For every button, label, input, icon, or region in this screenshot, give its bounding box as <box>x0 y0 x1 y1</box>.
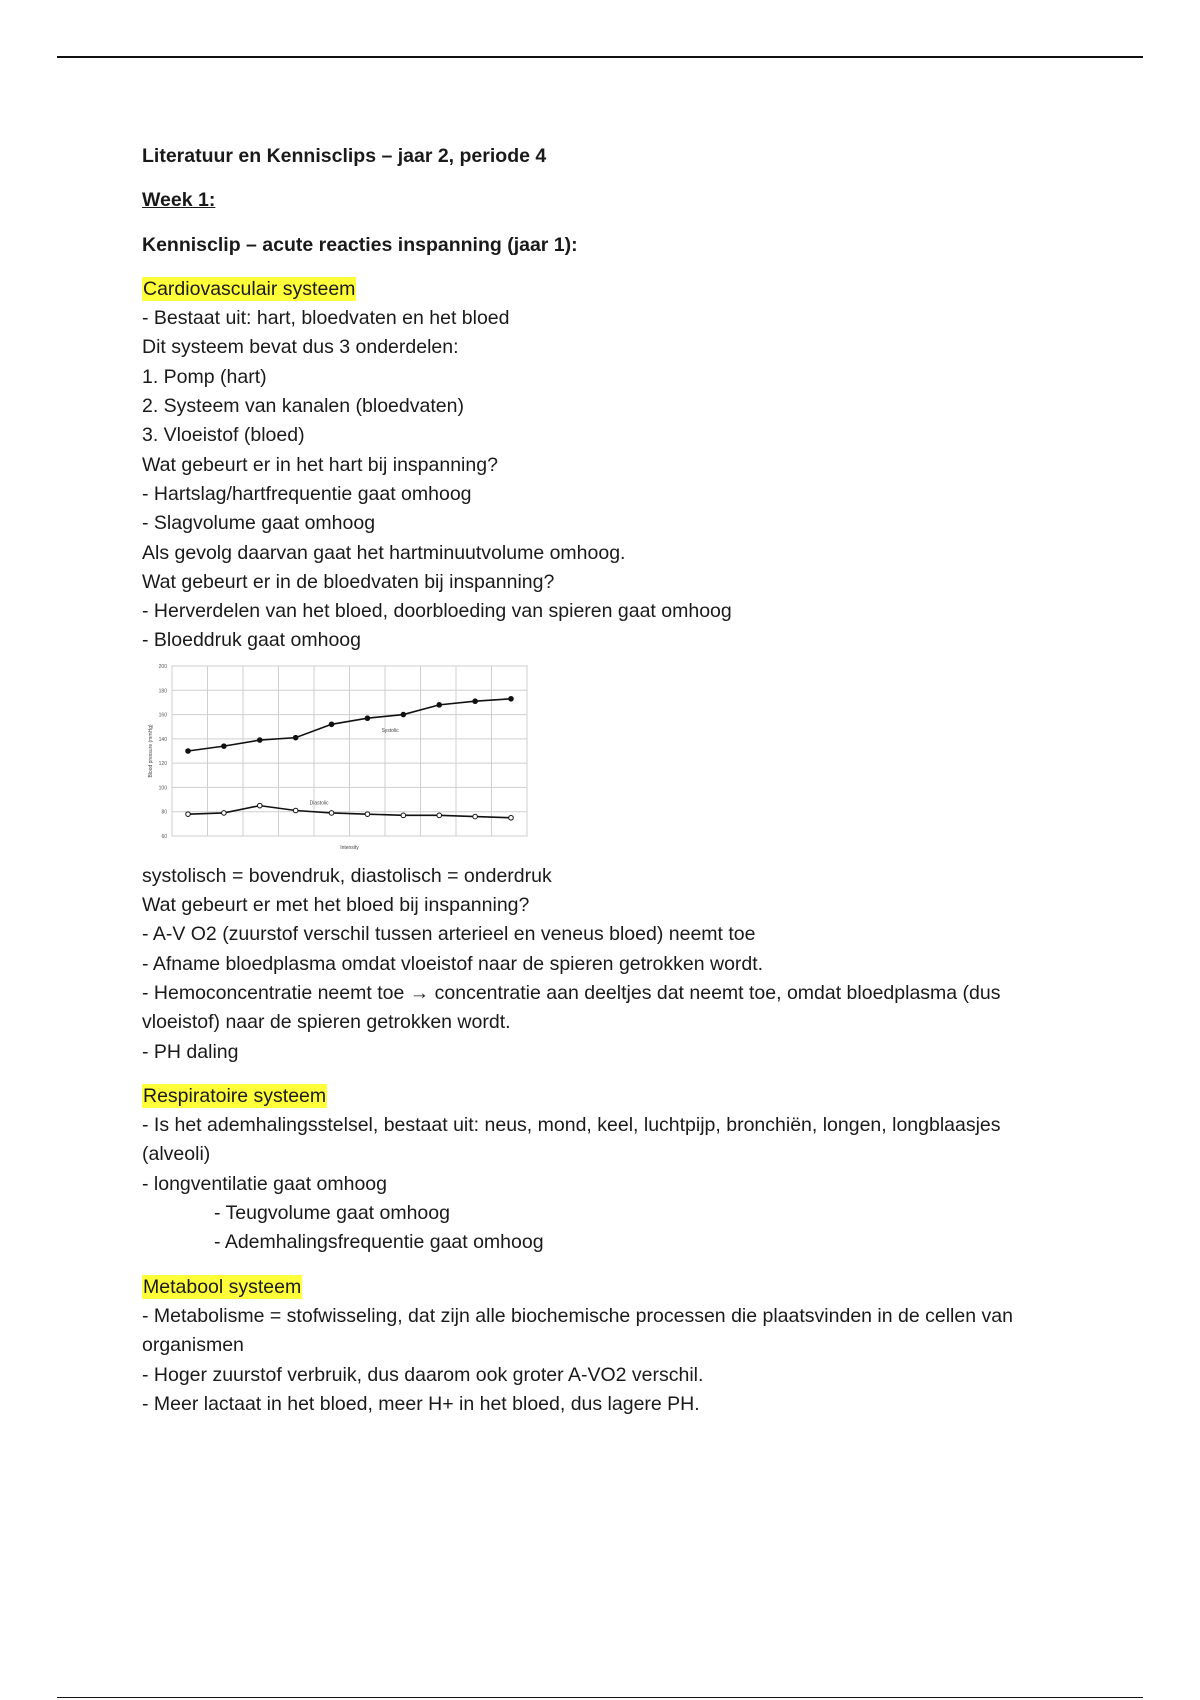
blood-pressure-chart <box>142 660 532 860</box>
cardio-line: - PH daling <box>142 1040 239 1063</box>
metab-heading <box>142 1273 1062 1302</box>
cardio-line: 1. Pomp (hart) <box>142 365 267 388</box>
data-point <box>329 810 334 815</box>
highlight: Metabool systeem <box>143 1275 302 1298</box>
cardio-line: - Herverdelen van het bloed, doorbloeding van spieren gaat omhoog <box>142 600 732 623</box>
data-point <box>257 738 262 743</box>
cardio-line: Wat gebeurt er in het hart bij inspanning? <box>142 453 498 476</box>
data-point <box>293 735 298 740</box>
section-metab <box>142 1273 1062 1419</box>
cardio-line: Wat gebeurt er in de bloedvaten bij inspanning? <box>142 570 555 593</box>
data-point <box>509 696 514 701</box>
data-point <box>437 702 442 707</box>
cardio-line: - Hartslag/hartfrequentie gaat omhoog <box>142 482 472 505</box>
resp-line: - Is het ademhalingsstelsel, bestaat uit: neus, mond, keel, luchtpijp, bronchiën, longen, longblaasjes (alveoli) <box>142 1114 1001 1166</box>
document-body <box>142 142 1062 1419</box>
resp-heading <box>142 1082 1062 1111</box>
cardio-line: 3. Vloeistof (bloed) <box>142 424 305 447</box>
y-tick-label: 100 <box>158 785 167 792</box>
data-point <box>401 712 406 717</box>
y-tick-label: 60 <box>161 833 167 840</box>
cardio-line: - Slagvolume gaat omhoog <box>142 512 376 535</box>
cardio-line: - Afname bloedplasma omdat vloeistof naar de spieren getrokken wordt. <box>142 952 764 975</box>
data-point <box>401 813 406 818</box>
y-tick-label: 80 <box>161 809 167 816</box>
highlight: Cardiovasculair systeem <box>143 277 356 300</box>
y-tick-label: 160 <box>158 712 167 719</box>
data-point <box>473 699 478 704</box>
cardio-line: Dit systeem bevat dus 3 onderdelen: <box>142 336 459 359</box>
metab-line: - Meer lactaat in het bloed, meer H+ in het bloed, dus lagere PH. <box>142 1392 700 1415</box>
cardio-line: - A-V O2 (zuurstof verschil tussen arterieel en veneus bloed) neemt toe <box>142 923 756 946</box>
x-axis-label: Intensity <box>340 844 359 851</box>
metab-line: - Hoger zuurstof verbruik, dus daarom ook groter A-VO2 verschil. <box>142 1363 704 1386</box>
cardio-line: 2. Systeem van kanalen (bloedvaten) <box>142 395 464 418</box>
resp-subline: - Teugvolume gaat omhoog <box>214 1202 450 1225</box>
document-title: Literatuur en Kennisclips – jaar 2, periode 4 <box>142 145 547 167</box>
data-point <box>257 803 262 808</box>
data-point <box>329 722 334 727</box>
resp-subline: - Ademhalingsfrequentie gaat omhoog <box>214 1231 544 1254</box>
cardio-line: - Hemoconcentratie neemt toe → concentratie aan deeltjes dat neemt toe, omdat bloedplasma (dus vloeistof) naar de spieren getrokken wordt. <box>142 981 1001 1034</box>
data-point <box>222 744 227 749</box>
footer-rule <box>57 1697 1143 1698</box>
y-tick-label: 180 <box>158 688 167 695</box>
y-tick-label: 140 <box>158 736 167 743</box>
cardio-heading <box>142 275 1062 304</box>
y-axis-label: Blood pressure (mmHg) <box>148 724 154 778</box>
data-point <box>473 814 478 819</box>
cardio-line: Wat gebeurt er met het bloed bij inspanning? <box>142 894 530 917</box>
series-label: Systolic <box>381 727 399 734</box>
cardio-line: - Bestaat uit: hart, bloedvaten en het bloed <box>142 307 510 330</box>
y-tick-label: 120 <box>158 760 167 767</box>
chart-svg <box>142 660 532 860</box>
cardio-line: - Bloeddruk gaat omhoog <box>142 629 361 652</box>
series-label: Diastolic <box>309 800 329 807</box>
data-point <box>293 808 298 813</box>
cardio-line: Als gevolg daarvan gaat het hartminuutvolume omhoog. <box>142 541 626 564</box>
data-point <box>186 812 191 817</box>
week-heading: Week 1: <box>142 189 216 212</box>
data-point <box>222 810 227 815</box>
data-point <box>365 812 370 817</box>
section-resp <box>142 1082 1062 1258</box>
clip-title: Kennisclip – acute reacties inspanning (jaar 1): <box>142 233 578 256</box>
section-cardio <box>142 275 1062 1067</box>
y-tick-label: 200 <box>158 663 167 670</box>
data-point <box>437 813 442 818</box>
data-point <box>509 815 514 820</box>
header-rule <box>57 56 1143 58</box>
metab-line: - Metabolisme = stofwisseling, dat zijn alle biochemische processen die plaatsvinden in de cellen van organismen <box>142 1304 1013 1357</box>
highlight: Respiratoire systeem <box>143 1084 327 1107</box>
cardio-line: systolisch = bovendruk, diastolisch = onderdruk <box>142 864 552 887</box>
data-point <box>186 748 191 753</box>
data-point <box>365 716 370 721</box>
resp-line: - longventilatie gaat omhoog <box>142 1172 387 1195</box>
